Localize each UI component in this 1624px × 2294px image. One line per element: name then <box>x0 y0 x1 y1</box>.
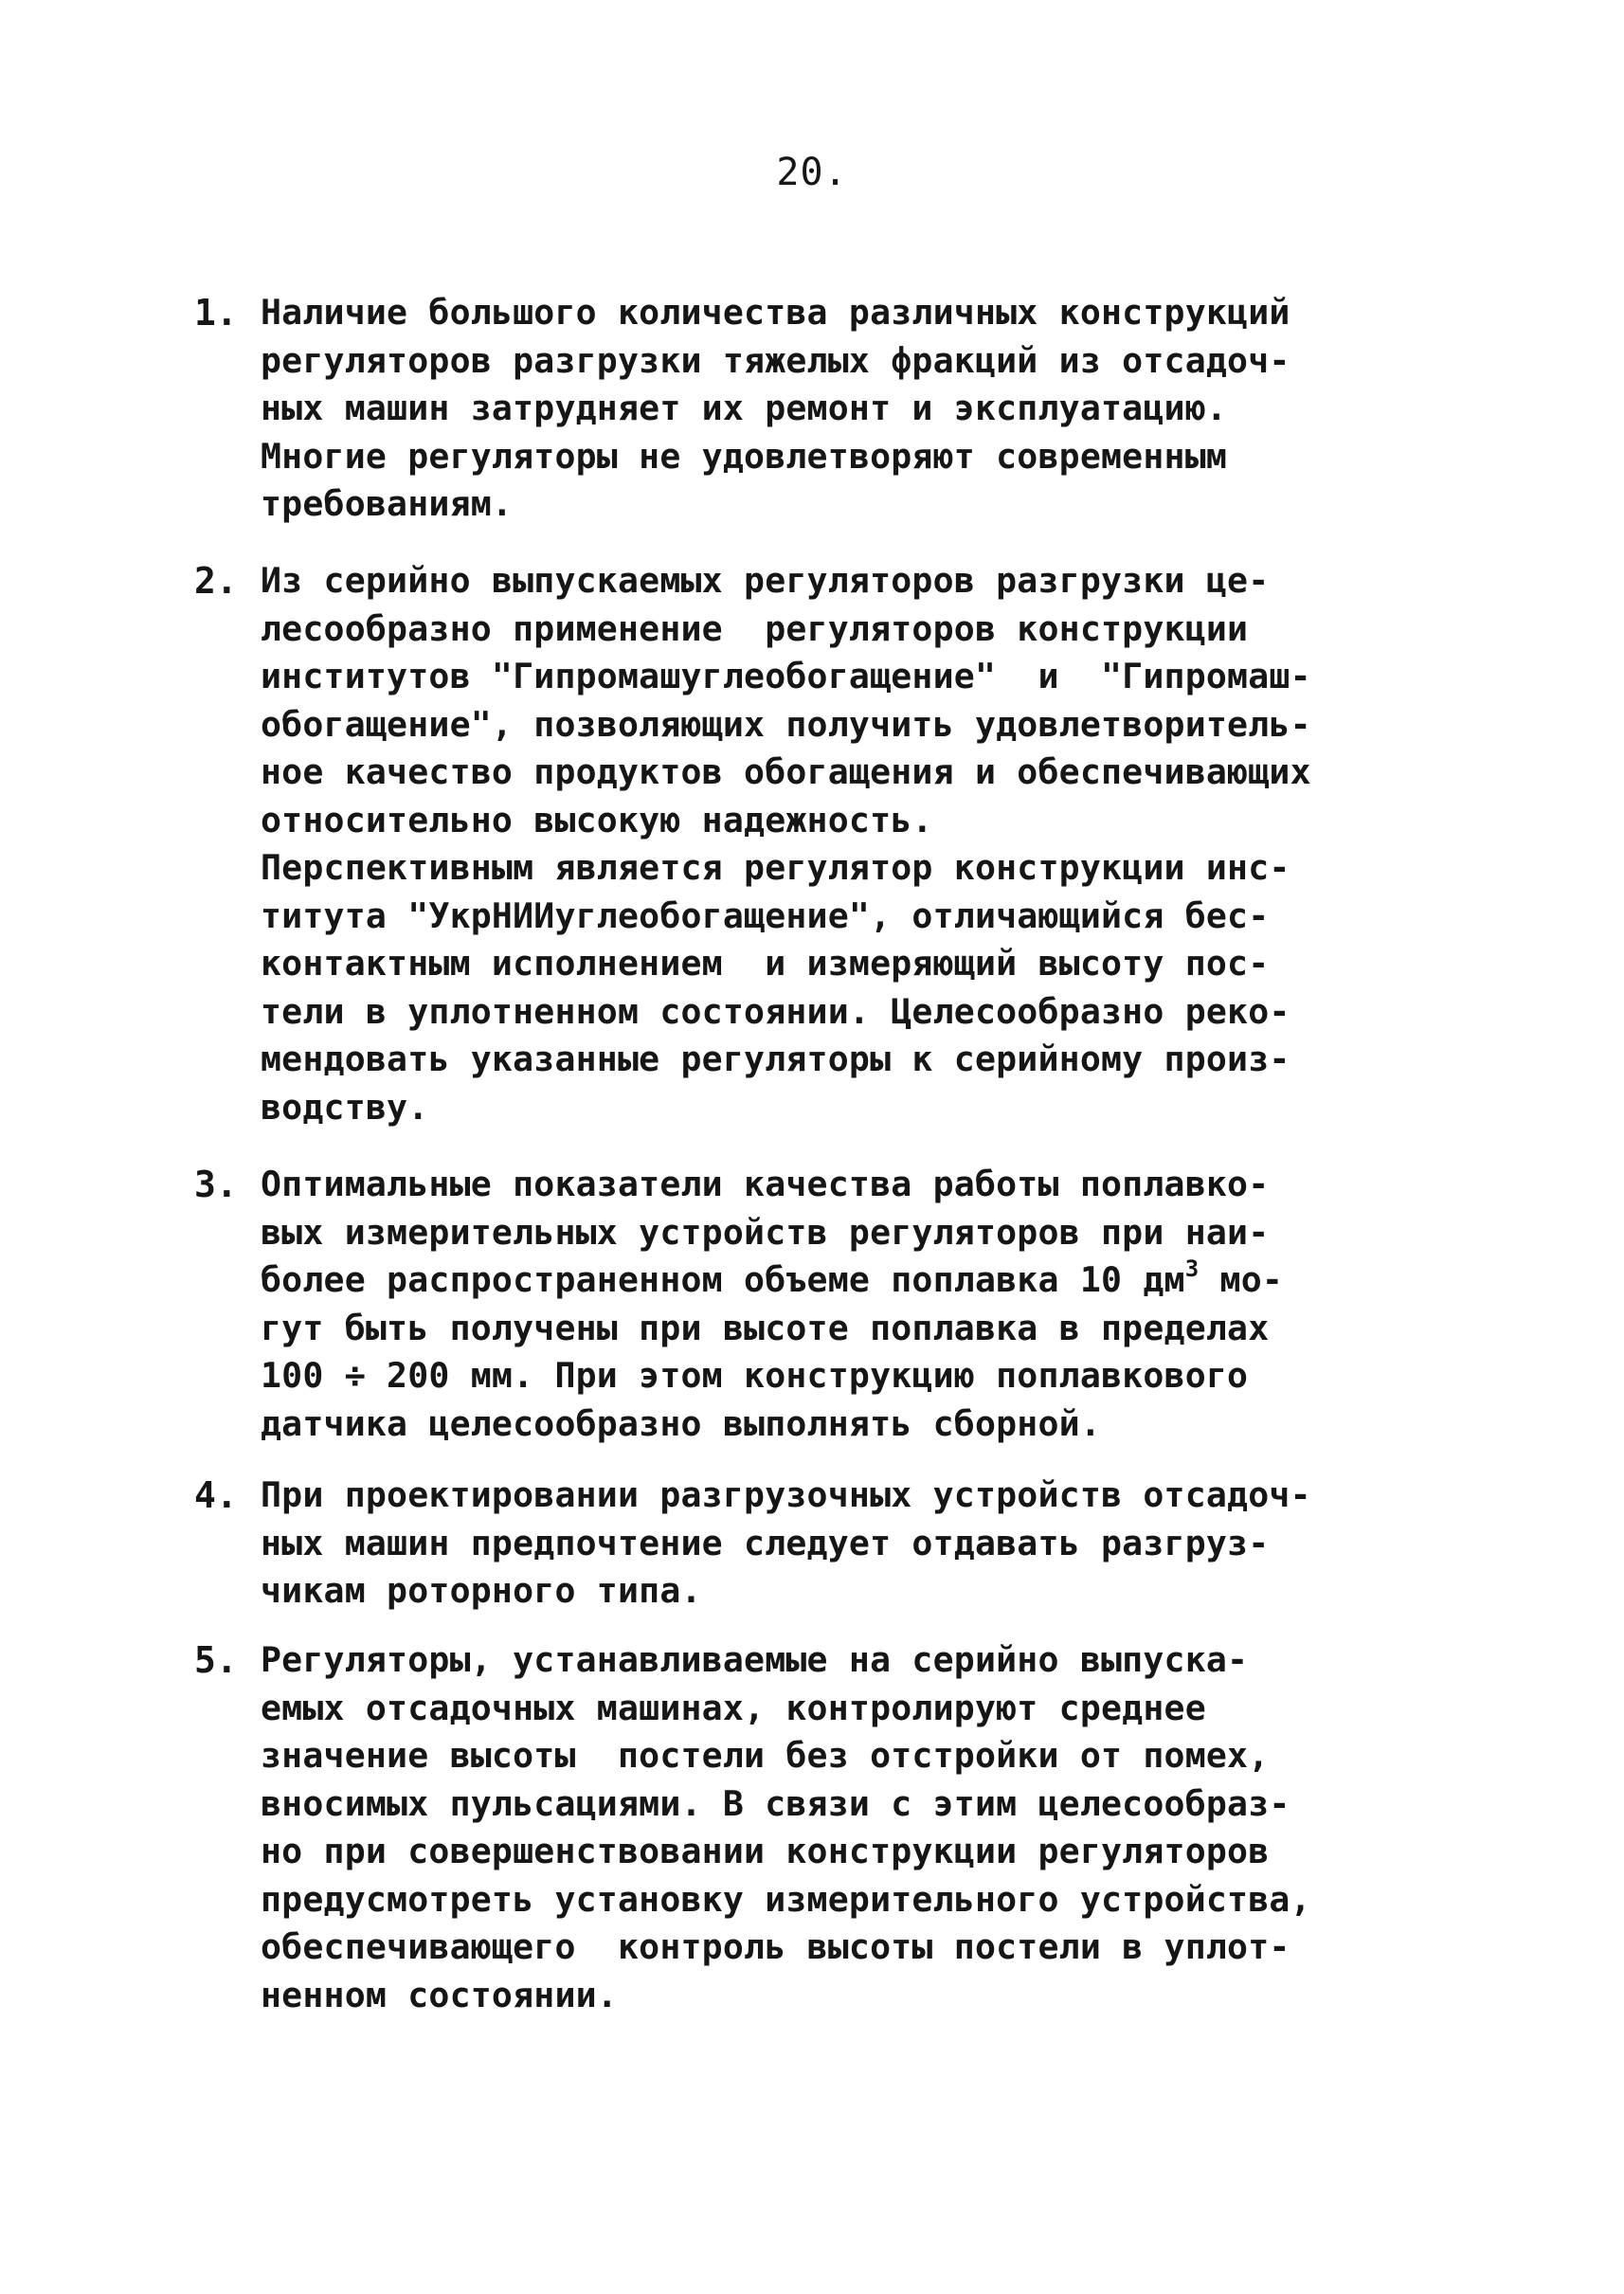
text-line: Регуляторы, устанавливаемые на серийно выпуска- <box>261 1639 1249 1680</box>
list-item-text <box>261 557 1311 1131</box>
list-item-number: 1. <box>194 292 238 334</box>
text-line: регуляторов разгрузки тяжелых фракций из отсадоч- <box>261 339 1290 381</box>
text-line: требованиям. <box>261 483 514 524</box>
text-line: При проектировании разгрузочных устройств отсадоч- <box>261 1474 1311 1515</box>
text-line-with-superscript <box>261 1256 1283 1305</box>
text-line: титута "УкрНИИуглеобогащение", отличающийся бес- <box>261 894 1270 936</box>
text-line: институтов "Гипромашуглеобогащение" и "Гипромаш- <box>261 656 1311 696</box>
list-item-text <box>261 289 1290 529</box>
text-line: ных машин затрудняет их ремонт и эксплуатацию. <box>261 388 1228 428</box>
list-item-text <box>261 1161 1283 1448</box>
text-line: мендовать указанные регуляторы к серийному произ- <box>261 1039 1290 1079</box>
text-line: вносимых пульсациями. В связи с этим целесообраз- <box>261 1782 1290 1824</box>
text-line: контактным исполнением и измеряющий высоту пос- <box>261 943 1270 984</box>
text-line: 100 ÷ 200 мм. При этом конструкцию поплавкового <box>261 1355 1249 1396</box>
list-item-number: 2. <box>194 560 238 602</box>
text-line: датчика целесообразно выполнять сборной. <box>261 1402 1101 1444</box>
text-line: Оптимальные показатели качества работы поплавко- <box>261 1164 1270 1204</box>
list-item-number: 3. <box>194 1164 238 1205</box>
text-line: Многие регуляторы не удовлетворяют современным <box>261 435 1228 477</box>
text-line: Наличие большого количества различных конструкций <box>261 292 1290 333</box>
text-line: предусмотреть установку измерительного устройства, <box>261 1878 1311 1920</box>
superscript-exponent: 3 <box>1184 1255 1200 1282</box>
text-line: емых отсадочных машинах, контролируют среднее <box>261 1687 1206 1728</box>
page-number: 20. <box>776 151 848 194</box>
text-line: Из серийно выпускаемых регуляторов разгрузки це- <box>261 560 1270 601</box>
text-line-head: более распространенном объеме поплавка 10 дм <box>261 1259 1185 1300</box>
list-item-number: 4. <box>194 1474 238 1516</box>
text-line: ное качество продуктов обогащения и обеспечивающих <box>261 751 1311 792</box>
text-line: Перспективным является регулятор конструкции инс- <box>261 847 1290 888</box>
text-line: ных машин предпочтение следует отдавать разгруз- <box>261 1522 1270 1563</box>
list-item-text <box>261 1472 1311 1616</box>
text-line: относительно высокую надежность. <box>261 799 933 840</box>
text-line: тели в уплотненном состоянии. Целесообразно реко- <box>261 990 1290 1032</box>
text-line: значение высоты постели без отстройки от помех, <box>261 1735 1270 1776</box>
text-line-tail: мо- <box>1199 1259 1284 1300</box>
text-line: лесообразно применение регуляторов конструкции <box>261 607 1249 649</box>
text-line: обогащение", позволяющих получить удовлетворитель- <box>261 703 1311 745</box>
text-line: вых измерительных устройств регуляторов при наи- <box>261 1211 1270 1253</box>
list-item-number: 5. <box>194 1639 238 1681</box>
list-item-text <box>261 1636 1311 2019</box>
text-line: обеспечивающего контроль высоты постели в уплот- <box>261 1926 1290 1967</box>
text-line: но при совершенствовании конструкции регуляторов <box>261 1831 1270 1871</box>
text-line: ненном состоянии. <box>261 1974 618 2015</box>
text-line: гут быть получены при высоте поплавка в пределах <box>261 1307 1270 1348</box>
text-line: чикам роторного типа. <box>261 1570 702 1611</box>
text-line: водству. <box>261 1086 429 1128</box>
